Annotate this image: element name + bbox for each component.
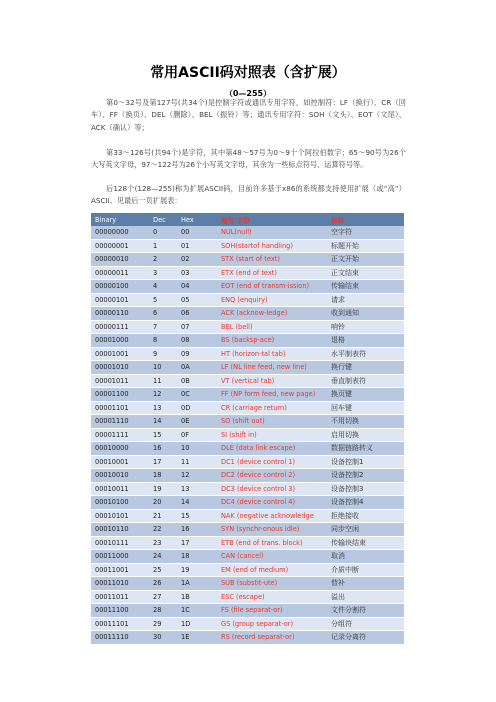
- cell-hex: 13: [177, 482, 217, 496]
- cell-hex: 1E: [177, 631, 217, 645]
- cell-hex: 18: [177, 550, 217, 564]
- cell-binary: 00011001: [91, 563, 149, 577]
- cell-abbreviation: SOH(startof handling): [217, 239, 327, 253]
- table-row: [91, 320, 404, 334]
- cell-binary: 00000111: [91, 320, 149, 334]
- cell-binary: 00010110: [91, 523, 149, 537]
- cell-dec: 16: [149, 442, 177, 456]
- cell-abbreviation: VT (vertical tab): [217, 374, 327, 388]
- cell-abbreviation: HT (horizon-tal tab): [217, 347, 327, 361]
- cell-explanation: 请求: [327, 293, 404, 307]
- cell-explanation: 取消: [327, 550, 404, 564]
- cell-hex: 03: [177, 266, 217, 280]
- cell-hex: 0D: [177, 401, 217, 415]
- cell-dec: 5: [149, 293, 177, 307]
- cell-hex: 11: [177, 455, 217, 469]
- ascii-table: [91, 213, 404, 645]
- table-row: [91, 563, 404, 577]
- cell-binary: 00001100: [91, 388, 149, 402]
- cell-binary: 00010101: [91, 509, 149, 523]
- cell-binary: 00011101: [91, 617, 149, 631]
- cell-explanation: 换行键: [327, 361, 404, 375]
- cell-explanation: 回车键: [327, 401, 404, 415]
- cell-hex: 05: [177, 293, 217, 307]
- cell-abbreviation: SO (shift out): [217, 415, 327, 429]
- table-body: [91, 226, 404, 644]
- cell-dec: 29: [149, 617, 177, 631]
- cell-dec: 3: [149, 266, 177, 280]
- header-abbreviation: 缩写/字符: [217, 213, 327, 226]
- table-row: [91, 401, 404, 415]
- table-row: [91, 442, 404, 456]
- cell-explanation: 标题开始: [327, 239, 404, 253]
- cell-abbreviation: CR (carriage return): [217, 401, 327, 415]
- cell-abbreviation: NUL(null): [217, 226, 327, 239]
- cell-hex: 15: [177, 509, 217, 523]
- cell-dec: 14: [149, 415, 177, 429]
- cell-abbreviation: ETB (end of trans. block): [217, 536, 327, 550]
- cell-abbreviation: ETX (end of text): [217, 266, 327, 280]
- cell-dec: 0: [149, 226, 177, 239]
- table-row: [91, 226, 404, 239]
- cell-dec: 28: [149, 604, 177, 618]
- cell-abbreviation: DC3 (device control 3): [217, 482, 327, 496]
- cell-abbreviation: ACK (acknow-ledge): [217, 307, 327, 321]
- cell-hex: 0B: [177, 374, 217, 388]
- cell-dec: 13: [149, 401, 177, 415]
- cell-hex: 07: [177, 320, 217, 334]
- cell-binary: 00010001: [91, 455, 149, 469]
- page-subtitle: （0—255）: [224, 89, 272, 98]
- cell-hex: 00: [177, 226, 217, 239]
- table-row: [91, 280, 404, 294]
- cell-binary: 00011110: [91, 631, 149, 645]
- cell-explanation: 分组符: [327, 617, 404, 631]
- cell-hex: 08: [177, 334, 217, 348]
- cell-explanation: 不用切换: [327, 415, 404, 429]
- table-row: [91, 590, 404, 604]
- cell-dec: 21: [149, 509, 177, 523]
- table-row: [91, 388, 404, 402]
- table-row: [91, 253, 404, 267]
- cell-hex: 14: [177, 496, 217, 510]
- cell-dec: 24: [149, 550, 177, 564]
- cell-dec: 26: [149, 577, 177, 591]
- table-row: [91, 239, 404, 253]
- cell-abbreviation: EM (end of medium): [217, 563, 327, 577]
- cell-hex: 17: [177, 536, 217, 550]
- cell-abbreviation: STX (start of text): [217, 253, 327, 267]
- cell-dec: 22: [149, 523, 177, 537]
- cell-hex: 04: [177, 280, 217, 294]
- cell-abbreviation: DC2 (device control 2): [217, 469, 327, 483]
- table-row: [91, 617, 404, 631]
- cell-explanation: 设备控制2: [327, 469, 404, 483]
- cell-dec: 18: [149, 469, 177, 483]
- cell-hex: 01: [177, 239, 217, 253]
- cell-dec: 10: [149, 361, 177, 375]
- cell-explanation: 启用切换: [327, 428, 404, 442]
- cell-explanation: 设备控制4: [327, 496, 404, 510]
- cell-dec: 19: [149, 482, 177, 496]
- cell-hex: 1D: [177, 617, 217, 631]
- cell-hex: 0C: [177, 388, 217, 402]
- table-row: [91, 469, 404, 483]
- cell-binary: 00010000: [91, 442, 149, 456]
- cell-dec: 27: [149, 590, 177, 604]
- cell-dec: 25: [149, 563, 177, 577]
- cell-explanation: 正文开始: [327, 253, 404, 267]
- cell-binary: 00011011: [91, 590, 149, 604]
- cell-dec: 12: [149, 388, 177, 402]
- cell-abbreviation: DLE (data link escape): [217, 442, 327, 456]
- cell-abbreviation: NAK (negative acknowledge: [217, 509, 327, 523]
- cell-dec: 9: [149, 347, 177, 361]
- cell-explanation: 传输结束: [327, 280, 404, 294]
- cell-dec: 20: [149, 496, 177, 510]
- cell-abbreviation: BS (backsp-ace): [217, 334, 327, 348]
- cell-abbreviation: BEL (bell): [217, 320, 327, 334]
- cell-binary: 00000000: [91, 226, 149, 239]
- cell-abbreviation: CAN (cancel): [217, 550, 327, 564]
- cell-explanation: 正文结束: [327, 266, 404, 280]
- cell-abbreviation: ENQ (enquiry): [217, 293, 327, 307]
- cell-dec: 11: [149, 374, 177, 388]
- cell-explanation: 同步空闲: [327, 523, 404, 537]
- cell-dec: 2: [149, 253, 177, 267]
- table-row: [91, 550, 404, 564]
- cell-explanation: 拒绝接收: [327, 509, 404, 523]
- cell-hex: 02: [177, 253, 217, 267]
- cell-binary: 00011010: [91, 577, 149, 591]
- table-row: [91, 455, 404, 469]
- table-row: [91, 509, 404, 523]
- cell-explanation: 水平制表符: [327, 347, 404, 361]
- cell-explanation: 退格: [327, 334, 404, 348]
- cell-abbreviation: DC1 (device control 1): [217, 455, 327, 469]
- table-row: [91, 577, 404, 591]
- cell-hex: 19: [177, 563, 217, 577]
- cell-abbreviation: SUB (substit-ute): [217, 577, 327, 591]
- cell-hex: 1A: [177, 577, 217, 591]
- cell-hex: 0F: [177, 428, 217, 442]
- cell-explanation: 数据链路转义: [327, 442, 404, 456]
- cell-binary: 00010100: [91, 496, 149, 510]
- cell-dec: 7: [149, 320, 177, 334]
- cell-abbreviation: SI (shift in): [217, 428, 327, 442]
- table-row: [91, 415, 404, 429]
- cell-binary: 00001110: [91, 415, 149, 429]
- cell-hex: 0A: [177, 361, 217, 375]
- header-binary: Binary: [91, 213, 149, 226]
- cell-explanation: 设备控制1: [327, 455, 404, 469]
- header-dec: Dec: [149, 213, 177, 226]
- cell-binary: 00010011: [91, 482, 149, 496]
- table-row: [91, 482, 404, 496]
- table-row: [91, 631, 404, 645]
- cell-binary: 00011100: [91, 604, 149, 618]
- cell-explanation: 记录分离符: [327, 631, 404, 645]
- cell-explanation: 溢出: [327, 590, 404, 604]
- cell-dec: 6: [149, 307, 177, 321]
- cell-explanation: 介质中断: [327, 563, 404, 577]
- cell-abbreviation: DC4 (device control 4): [217, 496, 327, 510]
- cell-binary: 00010111: [91, 536, 149, 550]
- cell-binary: 00000001: [91, 239, 149, 253]
- cell-abbreviation: FS (file separat-or): [217, 604, 327, 618]
- cell-hex: 10: [177, 442, 217, 456]
- header-explanation: 解释: [327, 213, 404, 226]
- table-row: [91, 604, 404, 618]
- table-row: [91, 428, 404, 442]
- cell-hex: 09: [177, 347, 217, 361]
- table-row: [91, 266, 404, 280]
- cell-binary: 00001010: [91, 361, 149, 375]
- cell-abbreviation: LF (NL line feed, new line): [217, 361, 327, 375]
- cell-abbreviation: ESC (escape): [217, 590, 327, 604]
- cell-hex: 1B: [177, 590, 217, 604]
- cell-abbreviation: SYN (synchr-onous idle): [217, 523, 327, 537]
- cell-explanation: 换页键: [327, 388, 404, 402]
- cell-binary: 00000101: [91, 293, 149, 307]
- cell-hex: 16: [177, 523, 217, 537]
- cell-explanation: 文件分割符: [327, 604, 404, 618]
- cell-binary: 00000100: [91, 280, 149, 294]
- table-header-row: [91, 213, 404, 226]
- intro-paragraph-printable-chars: 第33～126号(共94个)是字符，其中第48～57号为0～9十个阿拉伯数字；65～90号为26个大写英文字母，97～122号为26个小写英文字母，其余为一些标点符号、运算符号等。: [91, 148, 406, 170]
- cell-dec: 4: [149, 280, 177, 294]
- cell-binary: 00001011: [91, 374, 149, 388]
- header-hex: Hex: [177, 213, 217, 226]
- cell-binary: 00000110: [91, 307, 149, 321]
- cell-hex: 0E: [177, 415, 217, 429]
- cell-hex: 12: [177, 469, 217, 483]
- cell-dec: 23: [149, 536, 177, 550]
- intro-paragraph-extended: 后128个(128—255)称为扩展ASCII码，目前许多基于x86的系统都支持使用扩展（或“高”）ASCII。见最后一页扩展表：: [91, 184, 406, 206]
- table-row: [91, 334, 404, 348]
- table-row: [91, 293, 404, 307]
- cell-dec: 30: [149, 631, 177, 645]
- cell-dec: 15: [149, 428, 177, 442]
- cell-abbreviation: EOT (end of transm-ission): [217, 280, 327, 294]
- cell-binary: 00001001: [91, 347, 149, 361]
- cell-explanation: 设备控制3: [327, 482, 404, 496]
- cell-binary: 00010010: [91, 469, 149, 483]
- cell-binary: 00001101: [91, 401, 149, 415]
- page-title: 常用ASCII码对照表（含扩展）: [150, 65, 346, 81]
- cell-abbreviation: RS (record separat-or): [217, 631, 327, 645]
- cell-abbreviation: GS (group separat-or): [217, 617, 327, 631]
- cell-binary: 00011000: [91, 550, 149, 564]
- cell-hex: 06: [177, 307, 217, 321]
- table-row: [91, 347, 404, 361]
- intro-paragraph-control-chars: 第0～32号及第127号(共34个)是控制字符或通讯专用字符，如控制符：LF（换行）、CR（回车）、FF（换页）、DEL（删除）、BEL（振铃）等；通讯专用字符：SOH（文头）、EOT（文尾）、ACK（确认）等；: [91, 98, 406, 132]
- cell-binary: 00001111: [91, 428, 149, 442]
- cell-binary: 00000011: [91, 266, 149, 280]
- cell-binary: 00000010: [91, 253, 149, 267]
- table-row: [91, 496, 404, 510]
- cell-abbreviation: FF (NP form feed, new page): [217, 388, 327, 402]
- cell-explanation: 垂直制表符: [327, 374, 404, 388]
- table-row: [91, 523, 404, 537]
- cell-binary: 00001000: [91, 334, 149, 348]
- cell-dec: 17: [149, 455, 177, 469]
- cell-explanation: 传输块结束: [327, 536, 404, 550]
- table-row: [91, 374, 404, 388]
- table-row: [91, 536, 404, 550]
- cell-explanation: 替补: [327, 577, 404, 591]
- cell-dec: 8: [149, 334, 177, 348]
- cell-hex: 1C: [177, 604, 217, 618]
- cell-explanation: 收到通知: [327, 307, 404, 321]
- cell-explanation: 空字符: [327, 226, 404, 239]
- table-row: [91, 307, 404, 321]
- table-row: [91, 361, 404, 375]
- cell-dec: 1: [149, 239, 177, 253]
- cell-explanation: 响铃: [327, 320, 404, 334]
